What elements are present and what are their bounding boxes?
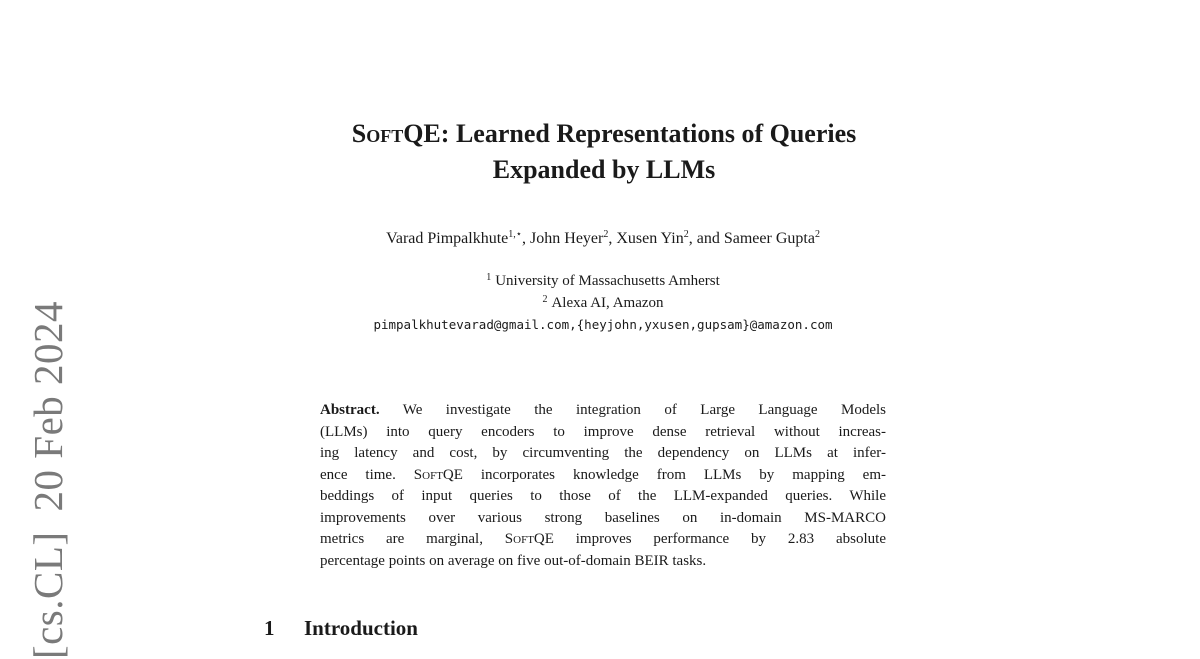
author-name: John Heyer [530,230,604,247]
arxiv-category: [cs.CL] [25,531,71,659]
arxiv-date: 20 Feb 2024 [25,300,71,512]
title-line-1 [0,116,1200,152]
author-emails: pimpalkhutevarad@gmail.com,{heyjohn,yxusen,gupsam}@amazon.com [373,317,833,332]
section-number: 1 [264,616,275,640]
section-heading [264,614,418,642]
author-affiliation-mark: 2 [683,229,689,240]
title-line-1-rest: : Learned Representations of Queries [440,119,857,148]
author-separator: , and [688,230,724,247]
affiliation-1-mark: 1 [486,272,492,283]
abstract-line [320,508,886,530]
abstract-text: improves performance by 2.83 absolute [553,531,886,547]
affiliation-2 [0,293,1200,313]
abstract-line [320,422,886,444]
abstract-line [320,551,886,573]
author-affiliation-mark: 1,⋆ [508,229,523,240]
abstract [320,400,886,572]
abstract-text: metrics are marginal, [320,531,505,547]
method-name: SoftQE [504,531,554,547]
method-name: SoftQE [413,466,463,483]
abstract-line [320,465,886,487]
author-name: Xusen Yin [616,230,684,247]
arxiv-side-stamp [24,301,72,659]
author-name: Sameer Gupta [723,230,815,247]
abstract-line [320,443,886,465]
affiliation-1 [0,271,1200,291]
abstract-text: beddings of input queries to those of the LLM-expanded queries. While [320,488,886,504]
abstract-line [320,529,886,551]
abstract-text: incorporates knowledge from LLMs by mapping em- [462,466,887,483]
abstract-line [320,400,886,422]
affiliation-1-name: University of Massachusetts Amherst [495,273,720,289]
affiliation-2-name: Alexa AI, Amazon [551,295,664,311]
abstract-text: (LLMs) into query encoders to improve dense retrieval without increas- [320,423,886,440]
abstract-text: We investigate the integration of Large Language Models [379,402,886,418]
author-separator: , [608,230,617,247]
author-affiliation-mark: 2 [603,229,609,240]
abstract-text: percentage points on average on five out-of-domain BEIR tasks. [320,552,707,569]
section-title: Introduction [304,616,418,640]
title-line-2: Expanded by LLMs [492,155,716,184]
abstract-text: improvements over various strong baselines on in-domain MS-MARCO [320,509,886,526]
abstract-line [320,486,886,508]
title-method-name: SoftQE [351,119,441,148]
author-name: Varad Pimpalkhute [386,230,509,247]
author-separator: , [522,230,531,247]
abstract-text: ence time. [320,466,414,483]
paper-title [0,116,1200,188]
author-list [0,228,1200,250]
abstract-label: Abstract. [320,402,380,418]
author-affiliation-mark: 2 [814,229,820,240]
abstract-text: ing latency and cost, by circumventing the dependency on LLMs at infer- [320,445,886,461]
affiliation-2-mark: 2 [542,294,548,305]
